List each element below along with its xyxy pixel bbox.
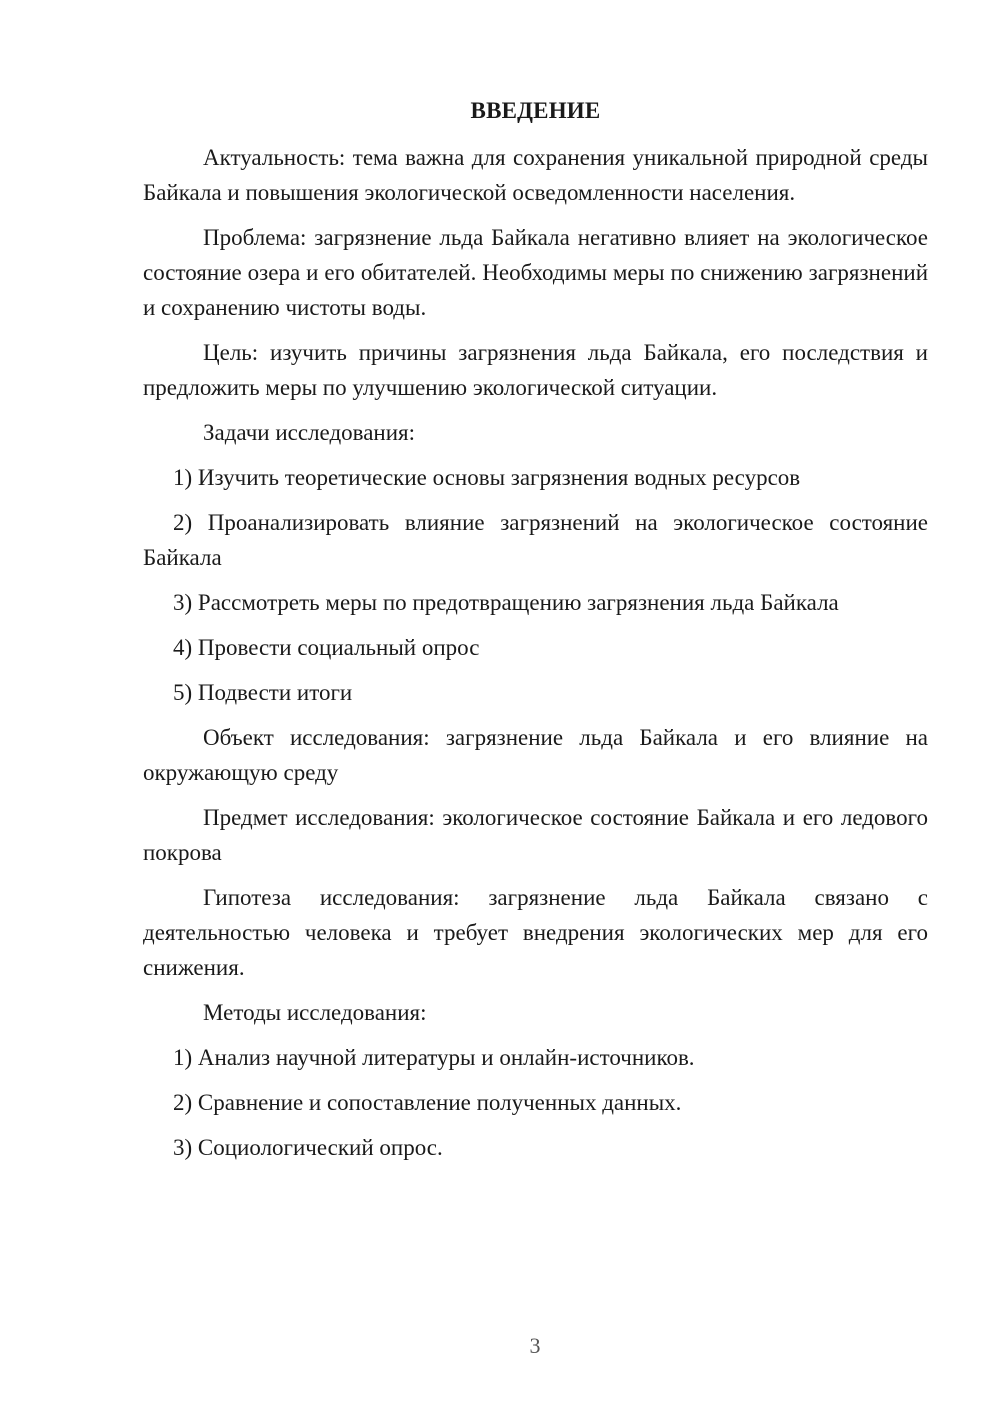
methods-title: Методы исследования: (203, 1000, 427, 1025)
method-item: 3) Социологический опрос. (173, 1135, 443, 1160)
task-item: 4) Провести социальный опрос (173, 635, 480, 660)
method-item: 1) Анализ научной литературы и онлайн-источников. (173, 1045, 695, 1070)
hypothesis-paragraph: Гипотеза исследования: загрязнение льда Байкала связано с деятельностью человека и требует внедрения экологических мер для его снижения. (143, 885, 928, 980)
goal-paragraph: Цель: изучить причины загрязнения льда Байкала, его последствия и предложить меры по улучшению экологической ситуации. (143, 340, 928, 400)
task-item: 2) Проанализировать влияние загрязнений на экологическое состояние Байкала (143, 510, 928, 570)
tasks-title: Задачи исследования: (203, 420, 416, 445)
subject-paragraph: Предмет исследования: экологическое состояние Байкала и его ледового покрова (143, 805, 928, 865)
task-item: 3) Рассмотреть меры по предотвращению загрязнения льда Байкала (173, 590, 839, 615)
section-heading: ВВЕДЕНИЕ (470, 98, 601, 123)
task-item: 1) Изучить теоретические основы загрязнения водных ресурсов (173, 465, 801, 490)
relevance-paragraph: Актуальность: тема важна для сохранения уникальной природной среды Байкала и повышения экологической осведомленности населения. (143, 145, 928, 205)
page-number: 3 (529, 1333, 541, 1358)
object-paragraph: Объект исследования: загрязнение льда Байкала и его влияние на окружающую среду (143, 725, 928, 785)
problem-paragraph: Проблема: загрязнение льда Байкала негативно влияет на экологическое состояние озера и его обитателей. Необходимы меры по снижению загрязнений и сохранению чистоты воды. (143, 225, 928, 320)
page-content (143, 96, 928, 1175)
method-item: 2) Сравнение и сопоставление полученных данных. (173, 1090, 682, 1115)
task-item: 5) Подвести итоги (173, 680, 353, 705)
